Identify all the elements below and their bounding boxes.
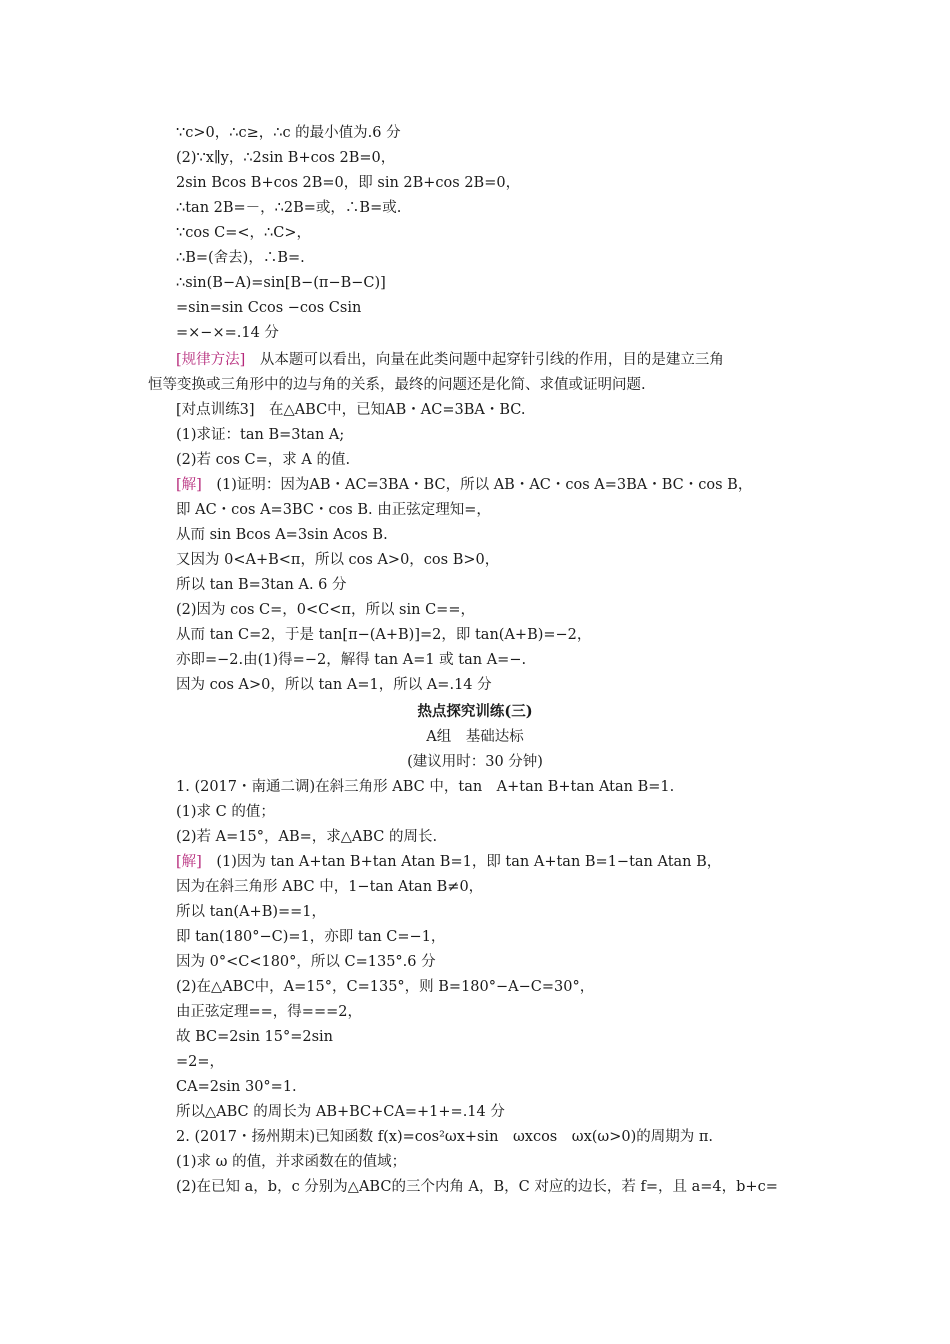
text-line: (1)求 ω 的值，并求函数在的值域； bbox=[176, 1154, 407, 1170]
group-heading: A组 基础达标 bbox=[426, 729, 524, 745]
text-line: =×−×=.14 分 bbox=[176, 325, 279, 341]
text-line: 从而 sin Bcos A=3sin Acos B. bbox=[176, 527, 388, 543]
text-line: 因为在斜三角形 ABC 中，1−tan Atan B≠0， bbox=[176, 879, 484, 895]
method-paragraph bbox=[176, 350, 724, 370]
text-line: 即 AC・cos A=3BC・cos B. 由正弦定理知=， bbox=[176, 502, 491, 518]
text-line: (2)若 A=15°，AB=，求△ABC 的周长. bbox=[176, 829, 438, 845]
text-line: 亦即=−2.由(1)得=−2，解得 tan A=1 或 tan A=−. bbox=[176, 652, 527, 668]
method-tag: [规律方法] bbox=[176, 352, 246, 368]
text-line: ∵cos C=<，∴C>， bbox=[176, 225, 311, 241]
text-line: (2)∵x∥y，∴2sin B+cos 2B=0， bbox=[176, 150, 396, 166]
text-line: ∴tan 2B=－，∴2B=或，∴B=或. bbox=[176, 200, 402, 216]
text-line: ∵c>0，∴c≥，∴c 的最小值为.6 分 bbox=[176, 125, 401, 141]
text-line: ∴B=(舍去)，∴B=. bbox=[176, 250, 305, 266]
text-line: 因为 cos A>0，所以 tan A=1，所以 A=.14 分 bbox=[176, 677, 492, 693]
text-line: (2)若 cos C=，求 A 的值. bbox=[176, 452, 351, 468]
text-line: =2=， bbox=[176, 1054, 225, 1070]
text-line: 即 tan(180°−C)=1，亦即 tan C=−1， bbox=[176, 929, 446, 945]
text-line: (1)求 C 的值； bbox=[176, 804, 275, 820]
question-line: 2. (2017・扬州期末)已知函数 f(x)=cos²ωx+sin ωxcos ωx(ω>0)的周期为 π. bbox=[176, 1129, 714, 1145]
text-line: 又因为 0<A+B<π，所以 cos A>0，cos B>0， bbox=[176, 552, 500, 568]
text-line: 所以 tan(A+B)==1， bbox=[176, 904, 327, 920]
method-text: 从本题可以看出，向量在此类问题中起穿针引线的作用，目的是建立三角 bbox=[245, 352, 724, 368]
text-line: 2sin Bcos B+cos 2B=0，即 sin 2B+cos 2B=0， bbox=[176, 175, 521, 191]
solution-text: (1)证明：因为AB・AC=3BA・BC，所以 AB・AC・cos A=3BA・BC・cos B， bbox=[201, 477, 753, 493]
text-line: 所以△ABC 的周长为 AB+BC+CA=+1+=.14 分 bbox=[176, 1104, 505, 1120]
text-line: 所以 tan B=3tan A. 6 分 bbox=[176, 577, 347, 593]
text-line: 恒等变换或三角形中的边与角的关系，最终的问题还是化简、求值或证明问题. bbox=[148, 377, 646, 393]
drill-heading: [对点训练3] 在△ABC中，已知AB・AC=3BA・BC. bbox=[176, 402, 526, 418]
solution-text: (1)因为 tan A+tan B+tan Atan B=1，即 tan A+tan B=1−tan Atan B， bbox=[201, 854, 722, 870]
question-line: 1. (2017・南通二调)在斜三角形 ABC 中，tan A+tan B+tan Atan B=1. bbox=[176, 779, 675, 795]
solution-tag: [解] bbox=[176, 477, 202, 493]
text-line: (2)在△ABC中，A=15°，C=135°，则 B=180°−A−C=30°， bbox=[176, 979, 595, 995]
text-line: ∴sin(B−A)=sin[B−(π−B−C)] bbox=[176, 275, 386, 291]
section-title: 热点探究训练(三) bbox=[417, 703, 533, 720]
solution-first-line bbox=[176, 475, 752, 495]
text-line: 从而 tan C=2，于是 tan[π−(A+B)]=2，即 tan(A+B)=−2， bbox=[176, 627, 592, 643]
text-line: (1)求证：tan B=3tan A; bbox=[176, 427, 345, 443]
text-line: 因为 0°<C<180°，所以 C=135°.6 分 bbox=[176, 954, 436, 970]
time-note: (建议用时：30 分钟) bbox=[407, 754, 543, 770]
text-line: 故 BC=2sin 15°=2sin bbox=[176, 1029, 334, 1045]
text-line: =sin=sin Ccos −cos Csin bbox=[176, 300, 362, 316]
text-line: (2)在已知 a，b，c 分别为△ABC的三个内角 A，B，C 对应的边长，若 f=，且 a=4，b+c= bbox=[176, 1179, 778, 1195]
text-line: (2)因为 cos C=，0<C<π，所以 sin C==， bbox=[176, 602, 475, 618]
solution-first-line bbox=[176, 852, 721, 872]
text-line: 由正弦定理==，得===2， bbox=[176, 1004, 362, 1020]
text-line: CA=2sin 30°=1. bbox=[176, 1079, 297, 1095]
solution-tag: [解] bbox=[176, 854, 202, 870]
